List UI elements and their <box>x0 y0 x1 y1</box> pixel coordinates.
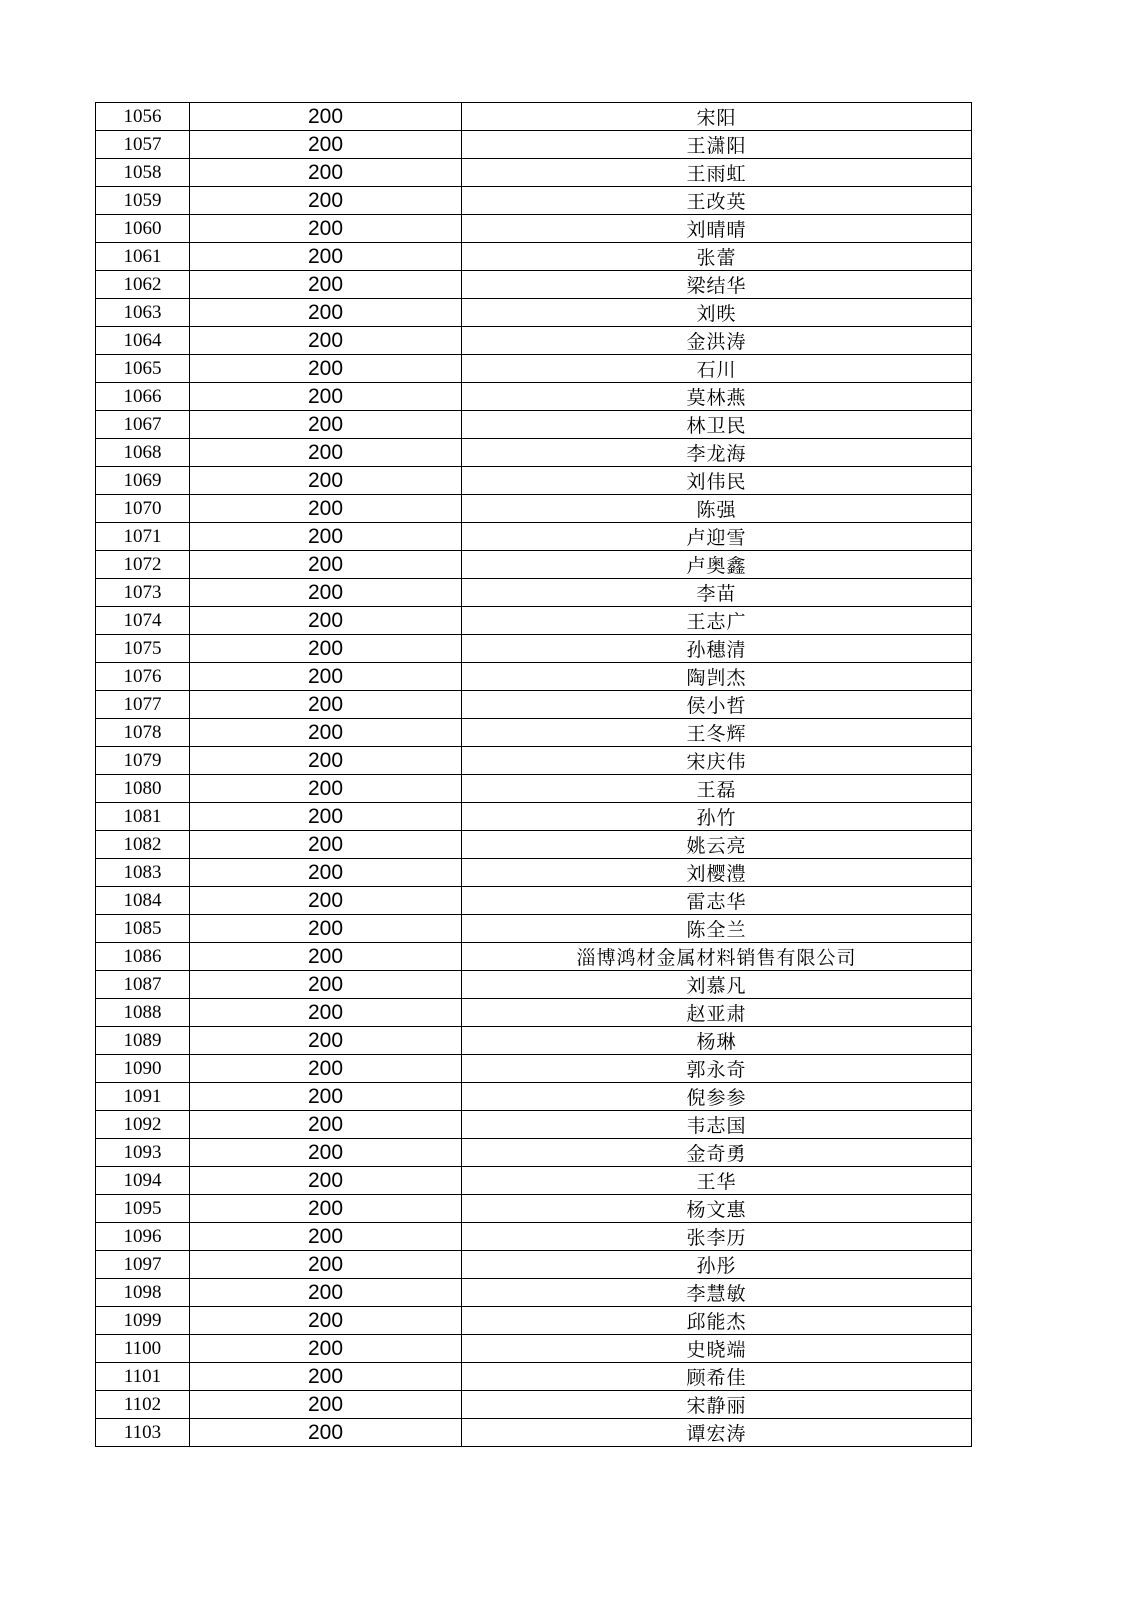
row-number-cell: 1097 <box>96 1251 190 1279</box>
name-cell: 张李历 <box>462 1223 972 1251</box>
amount-cell: 200 <box>190 859 462 887</box>
name-cell: 李慧敏 <box>462 1279 972 1307</box>
name-cell: 刘昳 <box>462 299 972 327</box>
table-row <box>96 1195 972 1223</box>
row-number-cell: 1060 <box>96 215 190 243</box>
row-number-cell: 1092 <box>96 1111 190 1139</box>
name-cell: 谭宏涛 <box>462 1419 972 1447</box>
table-row <box>96 1391 972 1419</box>
row-number-cell: 1067 <box>96 411 190 439</box>
table-row <box>96 523 972 551</box>
table-row <box>96 579 972 607</box>
row-number-cell: 1063 <box>96 299 190 327</box>
name-cell: 陶剀杰 <box>462 663 972 691</box>
name-cell: 梁结华 <box>462 271 972 299</box>
row-number-cell: 1088 <box>96 999 190 1027</box>
table-row <box>96 831 972 859</box>
row-number-cell: 1059 <box>96 187 190 215</box>
amount-cell: 200 <box>190 719 462 747</box>
table-row <box>96 663 972 691</box>
table-row <box>96 803 972 831</box>
amount-cell: 200 <box>190 1223 462 1251</box>
row-number-cell: 1075 <box>96 635 190 663</box>
name-cell: 金洪涛 <box>462 327 972 355</box>
table-row <box>96 159 972 187</box>
amount-cell: 200 <box>190 999 462 1027</box>
table-row <box>96 1223 972 1251</box>
table-row <box>96 383 972 411</box>
amount-cell: 200 <box>190 187 462 215</box>
amount-cell: 200 <box>190 1167 462 1195</box>
name-cell: 倪参参 <box>462 1083 972 1111</box>
name-cell: 莫林燕 <box>462 383 972 411</box>
amount-cell: 200 <box>190 383 462 411</box>
table-row <box>96 551 972 579</box>
table-row <box>96 999 972 1027</box>
table-row <box>96 355 972 383</box>
table-row <box>96 467 972 495</box>
name-cell: 孙彤 <box>462 1251 972 1279</box>
amount-cell: 200 <box>190 327 462 355</box>
amount-cell: 200 <box>190 159 462 187</box>
amount-cell: 200 <box>190 243 462 271</box>
row-number-cell: 1080 <box>96 775 190 803</box>
amount-cell: 200 <box>190 887 462 915</box>
name-cell: 淄博鸿材金属材料销售有限公司 <box>462 943 972 971</box>
name-cell: 宋阳 <box>462 103 972 131</box>
table-row <box>96 719 972 747</box>
amount-cell: 200 <box>190 1307 462 1335</box>
amount-cell: 200 <box>190 1055 462 1083</box>
roster-table <box>95 102 972 1447</box>
table-row <box>96 859 972 887</box>
row-number-cell: 1064 <box>96 327 190 355</box>
name-cell: 杨琳 <box>462 1027 972 1055</box>
name-cell: 卢奥鑫 <box>462 551 972 579</box>
table-row <box>96 775 972 803</box>
amount-cell: 200 <box>190 103 462 131</box>
name-cell: 史晓端 <box>462 1335 972 1363</box>
name-cell: 孙竹 <box>462 803 972 831</box>
amount-cell: 200 <box>190 355 462 383</box>
row-number-cell: 1095 <box>96 1195 190 1223</box>
name-cell: 李龙海 <box>462 439 972 467</box>
table-row <box>96 1307 972 1335</box>
amount-cell: 200 <box>190 1279 462 1307</box>
table-row <box>96 607 972 635</box>
amount-cell: 200 <box>190 1419 462 1447</box>
row-number-cell: 1070 <box>96 495 190 523</box>
name-cell: 陈全兰 <box>462 915 972 943</box>
name-cell: 侯小哲 <box>462 691 972 719</box>
name-cell: 邱能杰 <box>462 1307 972 1335</box>
table-row <box>96 411 972 439</box>
amount-cell: 200 <box>190 411 462 439</box>
table-row <box>96 915 972 943</box>
row-number-cell: 1103 <box>96 1419 190 1447</box>
row-number-cell: 1078 <box>96 719 190 747</box>
amount-cell: 200 <box>190 915 462 943</box>
amount-cell: 200 <box>190 971 462 999</box>
name-cell: 刘伟民 <box>462 467 972 495</box>
name-cell: 林卫民 <box>462 411 972 439</box>
amount-cell: 200 <box>190 1335 462 1363</box>
table-row <box>96 103 972 131</box>
name-cell: 宋庆伟 <box>462 747 972 775</box>
name-cell: 刘慕凡 <box>462 971 972 999</box>
amount-cell: 200 <box>190 271 462 299</box>
table-row <box>96 1363 972 1391</box>
row-number-cell: 1093 <box>96 1139 190 1167</box>
name-cell: 陈强 <box>462 495 972 523</box>
amount-cell: 200 <box>190 775 462 803</box>
table-row <box>96 747 972 775</box>
amount-cell: 200 <box>190 523 462 551</box>
row-number-cell: 1079 <box>96 747 190 775</box>
name-cell: 李苗 <box>462 579 972 607</box>
table-row <box>96 1419 972 1447</box>
row-number-cell: 1076 <box>96 663 190 691</box>
table-row <box>96 943 972 971</box>
table-row <box>96 495 972 523</box>
amount-cell: 200 <box>190 215 462 243</box>
row-number-cell: 1099 <box>96 1307 190 1335</box>
amount-cell: 200 <box>190 495 462 523</box>
amount-cell: 200 <box>190 1111 462 1139</box>
amount-cell: 200 <box>190 663 462 691</box>
amount-cell: 200 <box>190 1195 462 1223</box>
row-number-cell: 1072 <box>96 551 190 579</box>
amount-cell: 200 <box>190 551 462 579</box>
row-number-cell: 1057 <box>96 131 190 159</box>
table-row <box>96 187 972 215</box>
amount-cell: 200 <box>190 1139 462 1167</box>
amount-cell: 200 <box>190 467 462 495</box>
table-row <box>96 887 972 915</box>
table-row <box>96 691 972 719</box>
table-row <box>96 635 972 663</box>
table-row <box>96 1027 972 1055</box>
amount-cell: 200 <box>190 691 462 719</box>
amount-cell: 200 <box>190 943 462 971</box>
table-row <box>96 1335 972 1363</box>
row-number-cell: 1094 <box>96 1167 190 1195</box>
table-row <box>96 439 972 467</box>
row-number-cell: 1065 <box>96 355 190 383</box>
row-number-cell: 1089 <box>96 1027 190 1055</box>
row-number-cell: 1102 <box>96 1391 190 1419</box>
amount-cell: 200 <box>190 1391 462 1419</box>
table-row <box>96 971 972 999</box>
name-cell: 王志广 <box>462 607 972 635</box>
amount-cell: 200 <box>190 635 462 663</box>
row-number-cell: 1071 <box>96 523 190 551</box>
row-number-cell: 1086 <box>96 943 190 971</box>
name-cell: 刘晴晴 <box>462 215 972 243</box>
name-cell: 姚云亮 <box>462 831 972 859</box>
roster-table-body <box>96 103 972 1447</box>
row-number-cell: 1074 <box>96 607 190 635</box>
amount-cell: 200 <box>190 1083 462 1111</box>
name-cell: 石川 <box>462 355 972 383</box>
amount-cell: 200 <box>190 439 462 467</box>
name-cell: 张蕾 <box>462 243 972 271</box>
name-cell: 郭永奇 <box>462 1055 972 1083</box>
row-number-cell: 1069 <box>96 467 190 495</box>
row-number-cell: 1081 <box>96 803 190 831</box>
name-cell: 顾希佳 <box>462 1363 972 1391</box>
name-cell: 卢迎雪 <box>462 523 972 551</box>
amount-cell: 200 <box>190 607 462 635</box>
row-number-cell: 1087 <box>96 971 190 999</box>
table-row <box>96 1083 972 1111</box>
table-row <box>96 271 972 299</box>
table-row <box>96 1111 972 1139</box>
name-cell: 王雨虹 <box>462 159 972 187</box>
name-cell: 金奇勇 <box>462 1139 972 1167</box>
table-row <box>96 1251 972 1279</box>
amount-cell: 200 <box>190 1363 462 1391</box>
name-cell: 赵亚肃 <box>462 999 972 1027</box>
table-row <box>96 131 972 159</box>
row-number-cell: 1056 <box>96 103 190 131</box>
row-number-cell: 1068 <box>96 439 190 467</box>
name-cell: 孙穗清 <box>462 635 972 663</box>
amount-cell: 200 <box>190 299 462 327</box>
name-cell: 王潇阳 <box>462 131 972 159</box>
row-number-cell: 1098 <box>96 1279 190 1307</box>
table-row <box>96 327 972 355</box>
name-cell: 宋静丽 <box>462 1391 972 1419</box>
name-cell: 韦志国 <box>462 1111 972 1139</box>
name-cell: 刘樱澧 <box>462 859 972 887</box>
amount-cell: 200 <box>190 1251 462 1279</box>
table-row <box>96 1279 972 1307</box>
name-cell: 王华 <box>462 1167 972 1195</box>
name-cell: 王改英 <box>462 187 972 215</box>
amount-cell: 200 <box>190 131 462 159</box>
table-row <box>96 1167 972 1195</box>
amount-cell: 200 <box>190 747 462 775</box>
name-cell: 雷志华 <box>462 887 972 915</box>
row-number-cell: 1058 <box>96 159 190 187</box>
table-row <box>96 1139 972 1167</box>
table-row <box>96 1055 972 1083</box>
row-number-cell: 1096 <box>96 1223 190 1251</box>
row-number-cell: 1061 <box>96 243 190 271</box>
row-number-cell: 1077 <box>96 691 190 719</box>
amount-cell: 200 <box>190 803 462 831</box>
table-row <box>96 215 972 243</box>
name-cell: 杨文惠 <box>462 1195 972 1223</box>
row-number-cell: 1090 <box>96 1055 190 1083</box>
row-number-cell: 1100 <box>96 1335 190 1363</box>
row-number-cell: 1091 <box>96 1083 190 1111</box>
table-row <box>96 243 972 271</box>
amount-cell: 200 <box>190 831 462 859</box>
row-number-cell: 1083 <box>96 859 190 887</box>
row-number-cell: 1062 <box>96 271 190 299</box>
name-cell: 王磊 <box>462 775 972 803</box>
name-cell: 王冬辉 <box>462 719 972 747</box>
row-number-cell: 1073 <box>96 579 190 607</box>
amount-cell: 200 <box>190 579 462 607</box>
row-number-cell: 1084 <box>96 887 190 915</box>
row-number-cell: 1082 <box>96 831 190 859</box>
amount-cell: 200 <box>190 1027 462 1055</box>
row-number-cell: 1101 <box>96 1363 190 1391</box>
table-row <box>96 299 972 327</box>
row-number-cell: 1085 <box>96 915 190 943</box>
row-number-cell: 1066 <box>96 383 190 411</box>
